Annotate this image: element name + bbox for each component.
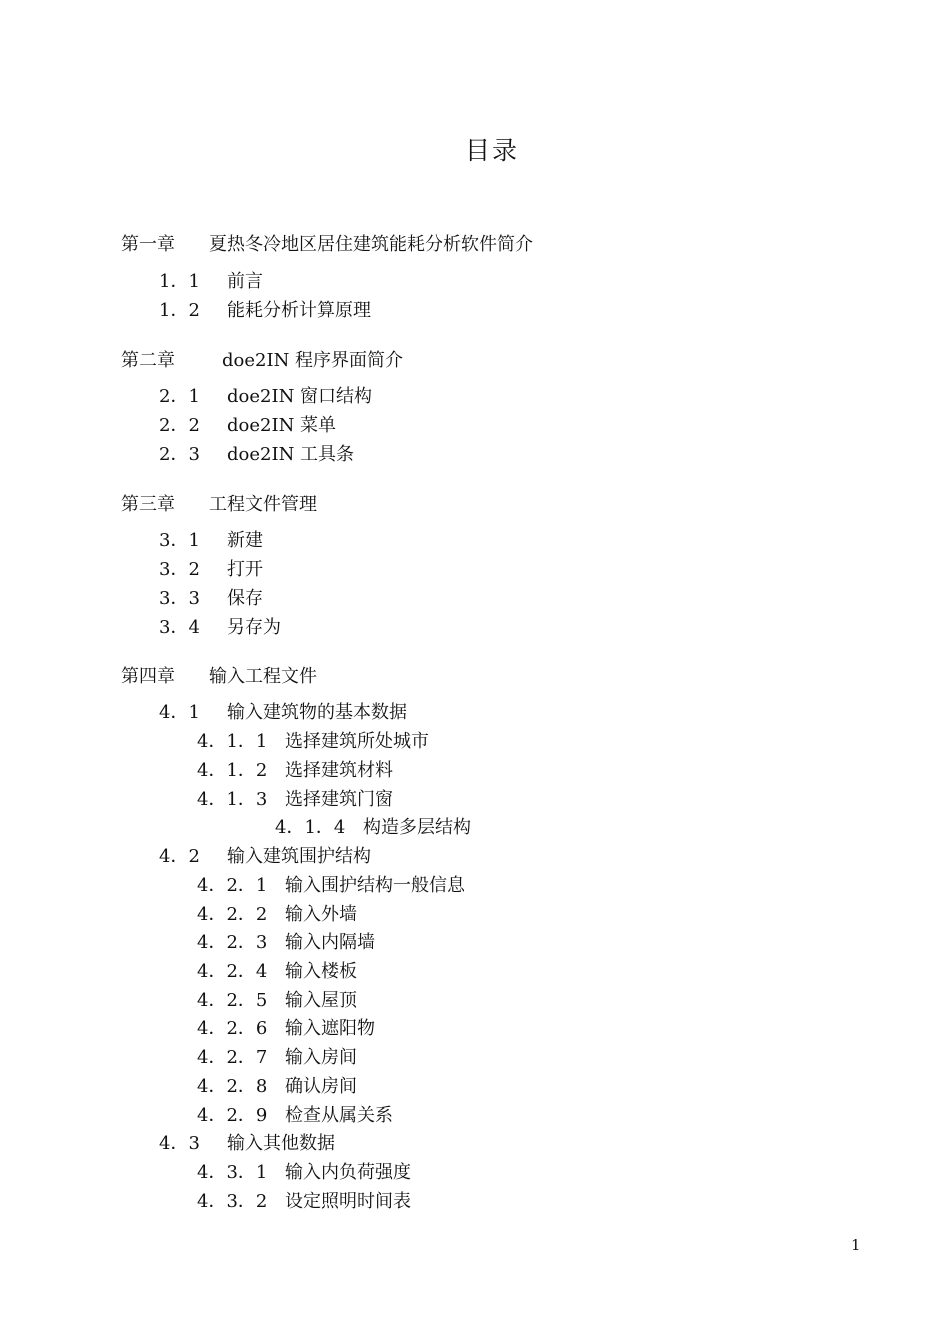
toc-section-title: 新建 — [227, 530, 263, 551]
toc-subsection-number: 4．1．2 — [197, 760, 268, 781]
toc-subsection-number: 4．3．2 — [197, 1191, 268, 1212]
toc-subsection-4-2-1[interactable] — [197, 874, 465, 898]
toc-chapter-title: 输入工程文件 — [209, 666, 317, 687]
toc-chapter-number: 第二章 — [121, 350, 175, 371]
toc-subsection-number: 4．1．4 — [275, 817, 346, 838]
toc-chapter-4[interactable] — [121, 665, 317, 689]
toc-section-number: 1．1 — [159, 271, 200, 292]
toc-section-3-4[interactable] — [159, 616, 281, 640]
toc-subsection-4-2-9[interactable] — [197, 1104, 393, 1128]
toc-subsection-number: 4．2．7 — [197, 1047, 268, 1068]
toc-section-title: 能耗分析计算原理 — [227, 300, 371, 321]
toc-section-number: 2．3 — [159, 444, 200, 465]
toc-section-2-3[interactable] — [159, 443, 354, 467]
toc-subsection-title: 输入外墙 — [285, 904, 357, 925]
toc-subsection-title: 输入围护结构一般信息 — [285, 875, 465, 896]
toc-section-3-3[interactable] — [159, 587, 263, 611]
toc-section-1-2[interactable] — [159, 299, 371, 323]
toc-section-title: doe2IN 菜单 — [227, 415, 337, 436]
toc-subsection-number: 4．2．4 — [197, 961, 268, 982]
toc-chapter-title: 工程文件管理 — [209, 494, 317, 515]
toc-section-number: 3．2 — [159, 559, 200, 580]
toc-subsection-4-1-4[interactable] — [275, 816, 471, 840]
toc-section-2-2[interactable] — [159, 414, 336, 438]
toc-subsection-number: 4．2．8 — [197, 1076, 268, 1097]
toc-subsection-title: 输入屋顶 — [285, 990, 357, 1011]
toc-section-3-2[interactable] — [159, 558, 263, 582]
toc-subsection-title: 确认房间 — [285, 1076, 357, 1097]
toc-section-1-1[interactable] — [159, 270, 263, 294]
toc-subsection-title: 输入楼板 — [285, 961, 357, 982]
toc-subsection-4-2-5[interactable] — [197, 989, 357, 1013]
toc-subsection-number: 4．1．3 — [197, 789, 268, 810]
toc-subsection-title: 构造多层结构 — [363, 817, 471, 838]
toc-subsection-title: 输入遮阳物 — [285, 1018, 375, 1039]
toc-chapter-number: 第三章 — [121, 494, 175, 515]
toc-subsection-title: 输入内隔墙 — [285, 932, 375, 953]
toc-subsection-number: 4．2．3 — [197, 932, 268, 953]
toc-subsection-title: 选择建筑门窗 — [285, 789, 393, 810]
toc-chapter-title: 夏热冬冷地区居住建筑能耗分析软件简介 — [209, 234, 533, 255]
toc-subsection-number: 4．2．2 — [197, 904, 268, 925]
toc-section-title: 输入建筑物的基本数据 — [227, 702, 407, 723]
toc-subsection-number: 4．2．1 — [197, 875, 268, 896]
toc-subsection-number: 4．2．6 — [197, 1018, 268, 1039]
toc-subsection-number: 4．2．5 — [197, 990, 268, 1011]
toc-section-number: 3．4 — [159, 617, 200, 638]
toc-section-number: 3．3 — [159, 588, 200, 609]
toc-subsection-4-1-1[interactable] — [197, 730, 429, 754]
page-title: 目录 — [464, 136, 519, 165]
toc-subsection-number: 4．2．9 — [197, 1105, 268, 1126]
toc-section-title: 另存为 — [227, 617, 281, 638]
toc-subsection-4-2-6[interactable] — [197, 1017, 375, 1041]
toc-subsection-4-2-3[interactable] — [197, 931, 375, 955]
toc-section-number: 4．1 — [159, 702, 200, 723]
toc-subsection-title: 输入内负荷强度 — [285, 1162, 411, 1183]
toc-chapter-number: 第四章 — [121, 666, 175, 687]
toc-subsection-4-2-4[interactable] — [197, 960, 357, 984]
toc-chapter-3[interactable] — [121, 493, 317, 517]
toc-section-title: 打开 — [227, 559, 263, 580]
toc-section-title: 输入其他数据 — [227, 1133, 335, 1154]
toc-chapter-2[interactable] — [121, 349, 403, 373]
toc-section-number: 1．2 — [159, 300, 200, 321]
toc-subsection-number: 4．3．1 — [197, 1162, 268, 1183]
toc-subsection-title: 检查从属关系 — [285, 1105, 393, 1126]
page-number: 1 — [851, 1236, 861, 1254]
toc-section-4-2[interactable] — [159, 845, 371, 869]
toc-section-3-1[interactable] — [159, 529, 263, 553]
toc-subsection-4-2-2[interactable] — [197, 903, 357, 927]
toc-chapter-1[interactable] — [121, 233, 533, 257]
toc-section-2-1[interactable] — [159, 385, 372, 409]
toc-subsection-4-3-2[interactable] — [197, 1190, 411, 1214]
toc-subsection-4-3-1[interactable] — [197, 1161, 411, 1185]
toc-section-title: 保存 — [227, 588, 263, 609]
toc-section-title: 输入建筑围护结构 — [227, 846, 371, 867]
toc-subsection-title: 输入房间 — [285, 1047, 357, 1068]
toc-section-4-3[interactable] — [159, 1132, 335, 1156]
toc-section-title: doe2IN 窗口结构 — [227, 386, 373, 407]
toc-section-title: doe2IN 工具条 — [227, 444, 355, 465]
toc-subsection-number: 4．1．1 — [197, 731, 268, 752]
toc-subsection-title: 选择建筑材料 — [285, 760, 393, 781]
toc-section-4-1[interactable] — [159, 701, 407, 725]
toc-subsection-4-1-3[interactable] — [197, 788, 393, 812]
toc-section-number: 4．3 — [159, 1133, 200, 1154]
toc-subsection-title: 设定照明时间表 — [285, 1191, 411, 1212]
toc-section-number: 4．2 — [159, 846, 200, 867]
toc-subsection-4-1-2[interactable] — [197, 759, 393, 783]
toc-subsection-4-2-8[interactable] — [197, 1075, 357, 1099]
toc-section-title: 前言 — [227, 271, 263, 292]
toc-chapter-title: doe2IN 程序界面简介 — [222, 350, 404, 371]
toc-subsection-4-2-7[interactable] — [197, 1046, 357, 1070]
toc-chapter-number: 第一章 — [121, 234, 175, 255]
toc-section-number: 3．1 — [159, 530, 200, 551]
toc-subsection-title: 选择建筑所处城市 — [285, 731, 429, 752]
toc-section-number: 2．2 — [159, 415, 200, 436]
toc-section-number: 2．1 — [159, 386, 200, 407]
